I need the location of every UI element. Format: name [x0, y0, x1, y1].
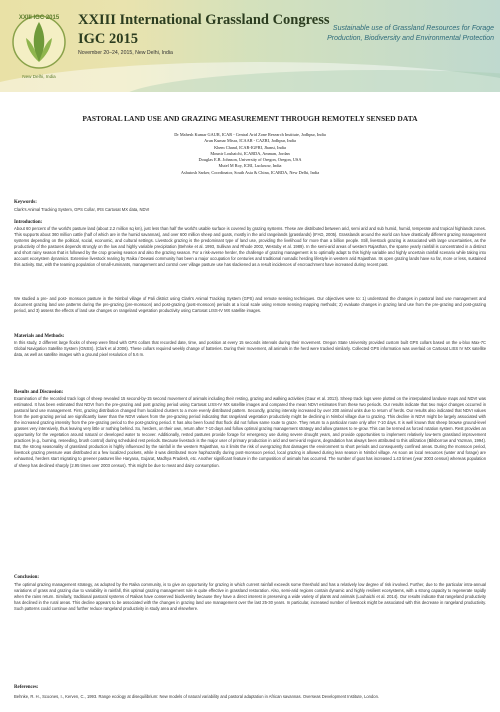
conference-tagline [318, 24, 494, 44]
conclusion-heading: Conclusion: [14, 575, 40, 580]
introduction-paragraph-1: About 60 percent of the world's pasture land (about 2.2 million sq km), just less than half the world's usable surface is covered by grazing systems. These are distributed between arid, semi arid and sub humid, humid, temperate and tropical highlands zones. This supports about 360 million cattle (half of which are in the humid savannas), and over 600 million sheep and goats, mostly in the arid rangelands (grasslands) (IFAD, 2005). Grasslands around the world can have drastically different grazing management systems depending on the political, social, economic, and cultural settings. Livestock grazing is the predominant type of land use, providing the livelihood for more than a billion people. Still, livestock grazing is associated with large uncertainties, as the productivity of the pastures depends strongly on the low and highly variable precipitation (Behnke et al. 1993, Sullivan and Rhode 2002, Westoby et al. 1989). In the semi-arid areas of western Rajasthan, the sparse yearly rainfall is concentrated in a distinct and short rainy season that is followed by the crop growing season and also the grazing season. For a risk-averse herder, the challenge of grazing management is to optimally adapt to this highly variable and highly uncertain rainfall scenario while taking into account ecosystem dynamics. Extensive livestock rearing by Raika / Dewasi community has been a major occupation for centuries and traditional nomadic herding lifestyle in western arid Rajasthan. Its open grazing lands have so far, more or less, sustained this activity. But, with the teaming population of small-ruminants, management and control over village pasture use has slackened as a result incidences of encroachment have increased during recent past. [14, 226, 486, 268]
logo-location: New Delhi, India [22, 74, 56, 79]
introduction-paragraph-2: We studied a pre- and post- monsoon pasture in the Nimbol village of Pali district using Clark's Animal Tracking System (GPS) and remote sensing techniques. Our objectives were to: 1) understand the changes in pastoral land use management and document grazing land use patterns during the pre-grazing (pre-monsoon) and post-grazing (post-monsoon) periods at a local scale using remote sensing mapping methods; 2) evaluate changes in grazing land use from the pre-grazing and post-grazing period, and 3) assess the effects of land use changes on rangeland vegetation productivity using Cartosat LISS-IV MX satellite images. [14, 296, 486, 314]
keywords-heading: Keywords: [14, 200, 37, 205]
logo-caption: XXIII IGC 2015 [18, 15, 60, 21]
conference-logo [8, 8, 70, 84]
author-line: Khem Chand, ICAR-IGFRI, Jhansi, India [214, 144, 286, 150]
conference-title: XXIII International Grassland Congress [78, 12, 330, 28]
results-heading: Results and Discussion: [14, 390, 64, 395]
methods-paragraph: In this study, 2 different large flocks of sheep were fitted with GPS collars that recorded date, time, and position at every 15 seconds intervals during their movement. Oregon State University provided custom built GPS collars based on the u-blox Max-7C Global Navigation Satellite System (GNSS). (Clark et al 2006). These collars required weekly change of batteries. During their movement, all animals in the herd were tracked similarly. Collected GPS information was overlaid on Cartosat LISS IV MX satellite data, as well as satellite images with a ground pixel resolution of 5.6 m. [14, 340, 486, 358]
author-line: Dr Mahesh Kumar GAUR, ICAR - Central Arid Zone Research Institute, Jodhpur, India [174, 132, 326, 137]
methods-heading: Materials and Methods: [14, 334, 65, 339]
author-line: Arun Kumar Misra, ICAAR - CAZRI, Jodhpur, India [204, 138, 296, 144]
keywords-text: Clark's Animal Tracking System, GPS Collar, IRS Cartosat MX data, NDVI [14, 207, 150, 212]
introduction-heading: Introduction: [14, 220, 43, 225]
author-line: Mutel M Roy, ICRI, Lucknow, India [218, 163, 282, 169]
author-line: Ashutosh Sarker, Coordinator, South Asia & China, ICARDA, New Delhi, India [180, 169, 320, 175]
author-list [14, 132, 486, 176]
reference-entry: Behnke, R. H., Scoones, I., Kerven, C., 1993. Range ecology at disequilibrium: New models of natural variability and pastoral adaptation in African savannas. Overseas Development Institute, London. [14, 694, 380, 699]
tagline-line: Production, Biodiversity and Environmental Protection [327, 35, 494, 42]
paper-title: PASTORAL LAND USE AND GRAZING MEASUREMENT THROUGH REMOTELY SENSED DATA [82, 114, 418, 123]
conference-dates: November 20–24, 2015, New Delhi, India [78, 50, 173, 56]
tagline-line: Sustainable use of Grassland Resources for Forage [332, 25, 494, 32]
author-line: Douglas E.B. Johnson, University of Oregon, Oregon, USA [198, 157, 302, 163]
conference-short-title: IGC 2015 [78, 31, 139, 47]
author-line: Mounir Louhaichi, ICARDA, Amman, Jordan [210, 150, 290, 156]
results-paragraph: Examination of the recorded track logs of sheep revealed 15 second-by-15 second movement of animals including their resting, grazing and walking activities (Gaur et al. 2013). Sheep track logs were plotted on the interpolated landuse maps and NDVI was estimated. It has been estimated that NDVI from the pre-grazing and post grazing period using Cartosat LISS-IV MX satellite images and compared the mean NDVI estimates from these two periods. Our results indicate that two major changes occurred in pastoral land use management. First, grazing distribution changed from localized clusters to a more evenly distributed pattern. Secondly, grazing intensity increased by over 200 animal units due to return of herds. Our results also indicated that NDVI values from the post-grazing period are significantly lower than the NDVI values from the pre-grazing period indicating that rangeland vegetation productivity might be declining in Nimbol village due to grazing. This decline in NDVI might be largely associated with the increased grazing intensity from the pre-grazing period to the post-grazing period. It has also been found that flock did not follow same route to graze. They return to a particular route only after 7-10 days. It is well known that sheep browse ground-level grasses very intensively, thus leaving very little or nothing behind. So, herders, on their own, return after 7-10 days and follow optimal grazing management strategy and allow grasses to re-grow. This can be termed as forced rotation system. Rest provides an opportunity for the vegetation around natural or developed water to recover. Additionally, rested pastures provide forage for emergency use during severe drought years, and provide opportunities to implement relatively low-term grassland improvement practices (e.g., burning, reseeding, brush control) during scheduled rest periods. Because livestock is the major user of primary production in arid and semi-arid regions, degradation has always been attributed to this utilization (Bilsborrow and Yazman, 1994). But, the strong seasonality of grassland production is highly influenced by the rainfall in the western Rajasthan, so it limits the risk of overgrazing that damages the environment to short periods and consequently confined areas. During the monsoon period, livestock grazing pressure was distributed at a few localized pockets, while it was distributed more haphazardly during post-monsoon period, local grazing is allowed during lean season in Nimbol village. As soon as local resources (water and forage) are exhausted, herders start migrating to greener pastures like Haryana, Gujarat, Madhya Pradesh, etc. Another significant feature in the composition of animals has occurred. The number of goat has increased 1.43 times (year 2003 census) whereas population of sheep has declined sharply (2.95 times over 2003 census). This might be due to meat and dairy consumption. [14, 396, 486, 468]
conference-banner [0, 0, 500, 92]
references-heading: References: [14, 685, 39, 690]
conclusion-paragraph: The optimal grazing management strategy, as adopted by the Raika community, is to give an opportunity for grazing in which current rainfall exceeds some threshold and has a relatively low degree of risk involved. Further, due to the particular intra-annual variations of grass and grazing due to variability in rainfall, this optimal grazing management rule is quite effective in grassland restoration. Also, semi-arid regions contain dynamic and highly resilient ecosystems, with a strong capacity to regenerate rapidly when the rains return. Similarly, traditional pastoral systems of Raikas have conserved biodiversity because they have a direct interest in preserving a wide variety of plants and animals (Louhaichi et al. 2014). Our results indicate that rangeland productivity has declined in the rural areas. This decline appears to be associated with the changes in grazing land use management over the last 25-30 years. In particular, increased number of livestock might be associated with this decrease in rangeland productivity. Such patterns could continue and further reduce rangeland productivity in study area and elsewhere. [14, 582, 486, 612]
